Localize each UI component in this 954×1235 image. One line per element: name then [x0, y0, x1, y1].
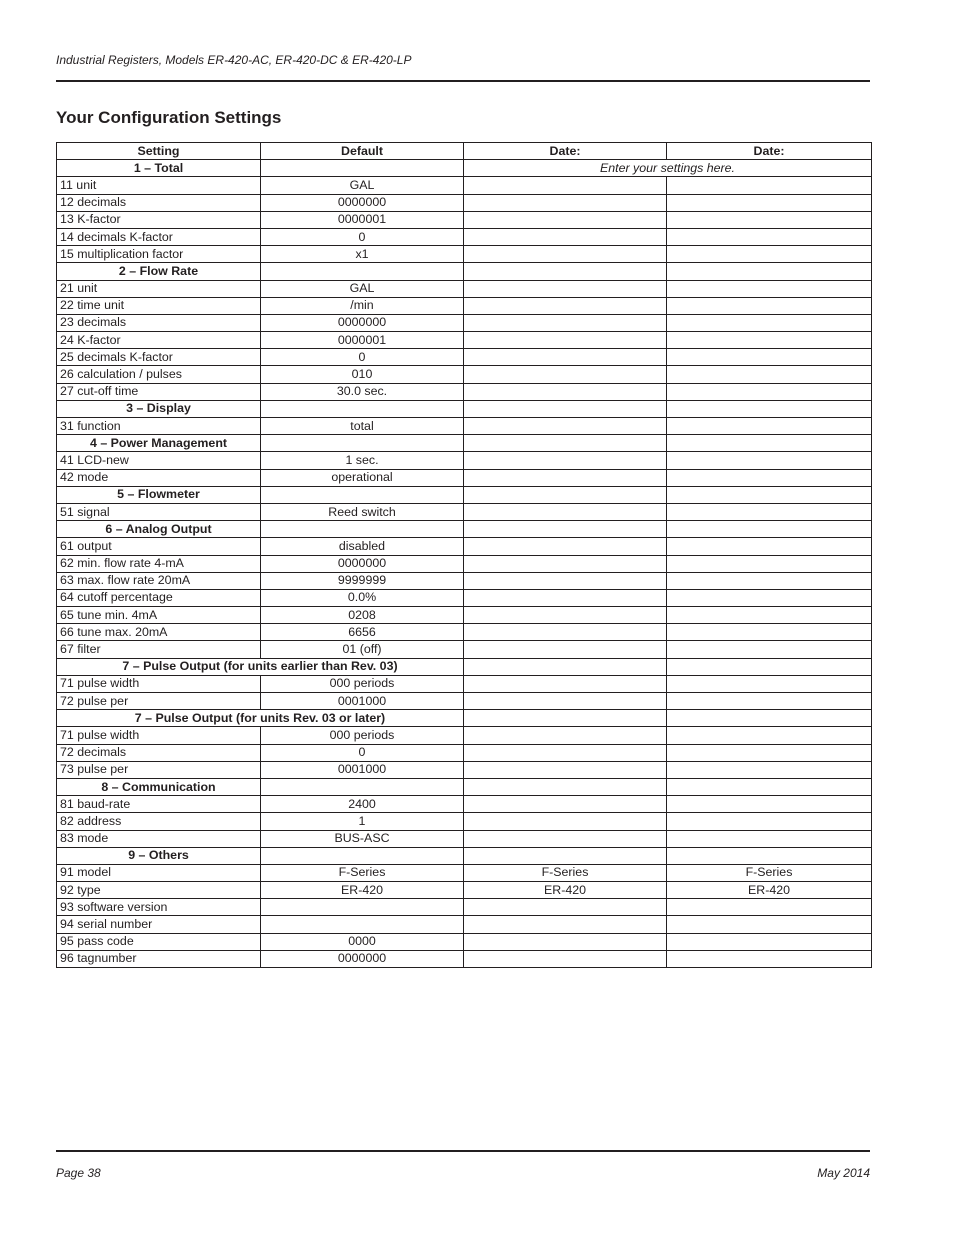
default-cell: [261, 160, 464, 177]
table-row: [57, 280, 872, 297]
date-1-cell: [464, 228, 667, 245]
date-2-cell: [667, 211, 872, 228]
default-cell: [261, 263, 464, 280]
date-2-cell: [667, 796, 872, 813]
table-row: [57, 246, 872, 263]
setting-cell: 61 output: [57, 538, 261, 555]
date-1-cell: [464, 641, 667, 658]
date-1-cell: [464, 572, 667, 589]
date-1-cell: [464, 211, 667, 228]
column-header-date-1: Date:: [464, 143, 667, 160]
setting-cell: 15 multiplication factor: [57, 246, 261, 263]
table-row: [57, 589, 872, 606]
section-row: [57, 658, 872, 675]
date-1-cell: [464, 521, 667, 538]
date-1-cell: [464, 899, 667, 916]
date-2-cell: F-Series: [667, 864, 872, 881]
date-1-cell: [464, 744, 667, 761]
default-cell: [261, 916, 464, 933]
setting-cell: 51 signal: [57, 503, 261, 520]
section-row: [57, 710, 872, 727]
setting-cell: 25 decimals K-factor: [57, 349, 261, 366]
table-row: [57, 332, 872, 349]
date-1-cell: [464, 246, 667, 263]
date-1-cell: [464, 486, 667, 503]
default-cell: 6656: [261, 624, 464, 641]
section-row: [57, 521, 872, 538]
section-label: 2 – Flow Rate: [57, 263, 261, 280]
section-row: [57, 778, 872, 795]
date-2-cell: [667, 314, 872, 331]
setting-cell: 95 pass code: [57, 933, 261, 950]
date-1-cell: [464, 830, 667, 847]
table-row: [57, 469, 872, 486]
document-header: Industrial Registers, Models ER-420-AC, ER-420-DC & ER-420-LP: [56, 53, 412, 67]
setting-cell: 27 cut-off time: [57, 383, 261, 400]
default-cell: 0000001: [261, 211, 464, 228]
table-row: [57, 641, 872, 658]
table-row: [57, 452, 872, 469]
table-row: [57, 366, 872, 383]
date-2-cell: [667, 933, 872, 950]
table-row: [57, 830, 872, 847]
setting-cell: 14 decimals K-factor: [57, 228, 261, 245]
date-1-cell: [464, 555, 667, 572]
date-1-cell: [464, 332, 667, 349]
setting-cell: 72 pulse per: [57, 693, 261, 710]
section-label: 9 – Others: [57, 847, 261, 864]
date-1-cell: [464, 589, 667, 606]
section-label: 6 – Analog Output: [57, 521, 261, 538]
default-cell: [261, 400, 464, 417]
default-cell: 2400: [261, 796, 464, 813]
date-1-cell: [464, 607, 667, 624]
default-cell: disabled: [261, 538, 464, 555]
table-row: [57, 933, 872, 950]
date-1-cell: [464, 813, 667, 830]
section-label: 4 – Power Management: [57, 435, 261, 452]
table-row: [57, 916, 872, 933]
table-row: [57, 950, 872, 967]
setting-cell: 66 tune max. 20mA: [57, 624, 261, 641]
date-2-cell: [667, 761, 872, 778]
date-1-cell: [464, 349, 667, 366]
date-1-cell: [464, 503, 667, 520]
setting-cell: 92 type: [57, 882, 261, 899]
date-1-cell: ER-420: [464, 882, 667, 899]
date-1-cell: [464, 314, 667, 331]
table-row: [57, 383, 872, 400]
section-label: 7 – Pulse Output (for units Rev. 03 or later): [57, 710, 464, 727]
default-cell: GAL: [261, 177, 464, 194]
date-2-cell: [667, 503, 872, 520]
table-row: [57, 211, 872, 228]
date-1-cell: [464, 280, 667, 297]
table-row: [57, 555, 872, 572]
date-1-cell: [464, 452, 667, 469]
date-1-cell: [464, 778, 667, 795]
date-1-cell: [464, 177, 667, 194]
date-1-cell: [464, 950, 667, 967]
date-2-cell: [667, 727, 872, 744]
default-cell: [261, 486, 464, 503]
date-2-cell: [667, 710, 872, 727]
setting-cell: 65 tune min. 4mA: [57, 607, 261, 624]
date-2-cell: [667, 246, 872, 263]
date-1-cell: [464, 383, 667, 400]
section-row: [57, 160, 872, 177]
date-2-cell: [667, 624, 872, 641]
date-2-cell: [667, 400, 872, 417]
date-1-cell: [464, 675, 667, 692]
date-2-cell: [667, 607, 872, 624]
default-cell: 0: [261, 744, 464, 761]
setting-cell: 81 baud-rate: [57, 796, 261, 813]
date-2-cell: [667, 847, 872, 864]
setting-cell: 71 pulse width: [57, 727, 261, 744]
date-2-cell: [667, 280, 872, 297]
table-row: [57, 503, 872, 520]
default-cell: total: [261, 418, 464, 435]
default-cell: 1: [261, 813, 464, 830]
date-2-cell: [667, 778, 872, 795]
table-row: [57, 624, 872, 641]
header-rule: [56, 80, 870, 82]
default-cell: 1 sec.: [261, 452, 464, 469]
table-row: [57, 796, 872, 813]
date-2-cell: [667, 486, 872, 503]
date-1-cell: [464, 658, 667, 675]
table-row: [57, 228, 872, 245]
default-cell: F-Series: [261, 864, 464, 881]
default-cell: 010: [261, 366, 464, 383]
date-2-cell: [667, 916, 872, 933]
table-row: [57, 297, 872, 314]
date-2-cell: [667, 349, 872, 366]
default-cell: [261, 521, 464, 538]
table-row: [57, 177, 872, 194]
default-cell: 0001000: [261, 761, 464, 778]
section-label: 3 – Display: [57, 400, 261, 417]
table-row: [57, 727, 872, 744]
default-cell: 0000000: [261, 194, 464, 211]
date-2-cell: [667, 452, 872, 469]
setting-cell: 96 tagnumber: [57, 950, 261, 967]
date-1-cell: [464, 761, 667, 778]
table-row: [57, 899, 872, 916]
date-1-cell: [464, 366, 667, 383]
setting-cell: 13 K-factor: [57, 211, 261, 228]
date-1-cell: F-Series: [464, 864, 667, 881]
setting-cell: 26 calculation / pulses: [57, 366, 261, 383]
table-header-row: [57, 143, 872, 160]
default-cell: x1: [261, 246, 464, 263]
setting-cell: 41 LCD-new: [57, 452, 261, 469]
setting-cell: 93 software version: [57, 899, 261, 916]
default-cell: /min: [261, 297, 464, 314]
default-cell: Reed switch: [261, 503, 464, 520]
setting-cell: 73 pulse per: [57, 761, 261, 778]
section-label: 1 – Total: [57, 160, 261, 177]
date-2-cell: [667, 675, 872, 692]
default-cell: GAL: [261, 280, 464, 297]
setting-cell: 23 decimals: [57, 314, 261, 331]
date-1-cell: [464, 847, 667, 864]
footer-rule: [56, 1150, 870, 1152]
default-cell: 9999999: [261, 572, 464, 589]
default-cell: [261, 899, 464, 916]
date-1-cell: [464, 263, 667, 280]
date-2-cell: [667, 658, 872, 675]
setting-cell: 31 function: [57, 418, 261, 435]
default-cell: [261, 435, 464, 452]
table-row: [57, 693, 872, 710]
date-2-cell: [667, 263, 872, 280]
date-1-cell: [464, 693, 667, 710]
table-row: [57, 572, 872, 589]
date-2-cell: [667, 950, 872, 967]
date-2-cell: [667, 228, 872, 245]
setting-cell: 12 decimals: [57, 194, 261, 211]
date-2-cell: [667, 383, 872, 400]
default-cell: 0000000: [261, 314, 464, 331]
default-cell: 0: [261, 349, 464, 366]
date-1-cell: [464, 435, 667, 452]
page-number: Page 38: [56, 1166, 101, 1180]
section-row: [57, 847, 872, 864]
setting-cell: 91 model: [57, 864, 261, 881]
date-1-cell: [464, 538, 667, 555]
date-2-cell: [667, 435, 872, 452]
table-row: [57, 538, 872, 555]
default-cell: 0001000: [261, 693, 464, 710]
date-2-cell: [667, 899, 872, 916]
column-header-date-2: Date:: [667, 143, 872, 160]
section-row: [57, 263, 872, 280]
date-1-cell: [464, 194, 667, 211]
table-row: [57, 813, 872, 830]
default-cell: 0208: [261, 607, 464, 624]
date-2-cell: [667, 744, 872, 761]
setting-cell: 62 min. flow rate 4-mA: [57, 555, 261, 572]
date-1-cell: [464, 624, 667, 641]
default-cell: [261, 778, 464, 795]
date-2-cell: [667, 418, 872, 435]
section-label: 8 – Communication: [57, 778, 261, 795]
default-cell: 0000001: [261, 332, 464, 349]
date-1-cell: [464, 400, 667, 417]
publication-date: May 2014: [817, 1166, 870, 1180]
section-row: [57, 435, 872, 452]
date-2-cell: [667, 521, 872, 538]
default-cell: 30.0 sec.: [261, 383, 464, 400]
date-2-cell: [667, 572, 872, 589]
default-cell: 0000000: [261, 555, 464, 572]
date-1-cell: [464, 916, 667, 933]
column-header-default: Default: [261, 143, 464, 160]
default-cell: 000 periods: [261, 675, 464, 692]
setting-cell: 71 pulse width: [57, 675, 261, 692]
section-row: [57, 486, 872, 503]
configuration-settings-table: [56, 142, 872, 968]
section-label: 7 – Pulse Output (for units earlier than Rev. 03): [57, 658, 464, 675]
setting-cell: 24 K-factor: [57, 332, 261, 349]
date-2-cell: [667, 194, 872, 211]
setting-cell: 21 unit: [57, 280, 261, 297]
table-row: [57, 607, 872, 624]
page-title: Your Configuration Settings: [56, 108, 282, 127]
table-row: [57, 864, 872, 881]
date-2-cell: [667, 641, 872, 658]
default-cell: operational: [261, 469, 464, 486]
date-1-cell: [464, 418, 667, 435]
table-row: [57, 744, 872, 761]
date-2-cell: [667, 693, 872, 710]
table-row: [57, 349, 872, 366]
date-2-cell: [667, 366, 872, 383]
date-2-cell: [667, 538, 872, 555]
default-cell: ER-420: [261, 882, 464, 899]
default-cell: 0.0%: [261, 589, 464, 606]
table-row: [57, 314, 872, 331]
section-row: [57, 400, 872, 417]
setting-cell: 72 decimals: [57, 744, 261, 761]
table-row: [57, 675, 872, 692]
default-cell: 0: [261, 228, 464, 245]
default-cell: 0000000: [261, 950, 464, 967]
default-cell: 000 periods: [261, 727, 464, 744]
date-2-cell: ER-420: [667, 882, 872, 899]
date-2-cell: [667, 830, 872, 847]
default-cell: 01 (off): [261, 641, 464, 658]
date-1-cell: [464, 297, 667, 314]
setting-cell: 22 time unit: [57, 297, 261, 314]
table-row: [57, 882, 872, 899]
settings-note: Enter your settings here.: [464, 160, 872, 177]
setting-cell: 11 unit: [57, 177, 261, 194]
date-2-cell: [667, 813, 872, 830]
table-body: [57, 160, 872, 968]
default-cell: BUS-ASC: [261, 830, 464, 847]
date-1-cell: [464, 727, 667, 744]
section-label: 5 – Flowmeter: [57, 486, 261, 503]
setting-cell: 83 mode: [57, 830, 261, 847]
table-row: [57, 418, 872, 435]
date-1-cell: [464, 933, 667, 950]
default-cell: 0000: [261, 933, 464, 950]
default-cell: [261, 847, 464, 864]
date-2-cell: [667, 297, 872, 314]
date-1-cell: [464, 796, 667, 813]
date-2-cell: [667, 589, 872, 606]
table-row: [57, 194, 872, 211]
setting-cell: 63 max. flow rate 20mA: [57, 572, 261, 589]
setting-cell: 42 mode: [57, 469, 261, 486]
date-1-cell: [464, 469, 667, 486]
date-2-cell: [667, 555, 872, 572]
setting-cell: 67 filter: [57, 641, 261, 658]
column-header-setting: Setting: [57, 143, 261, 160]
setting-cell: 64 cutoff percentage: [57, 589, 261, 606]
date-2-cell: [667, 469, 872, 486]
date-2-cell: [667, 332, 872, 349]
setting-cell: 82 address: [57, 813, 261, 830]
date-2-cell: [667, 177, 872, 194]
setting-cell: 94 serial number: [57, 916, 261, 933]
table-row: [57, 761, 872, 778]
date-1-cell: [464, 710, 667, 727]
